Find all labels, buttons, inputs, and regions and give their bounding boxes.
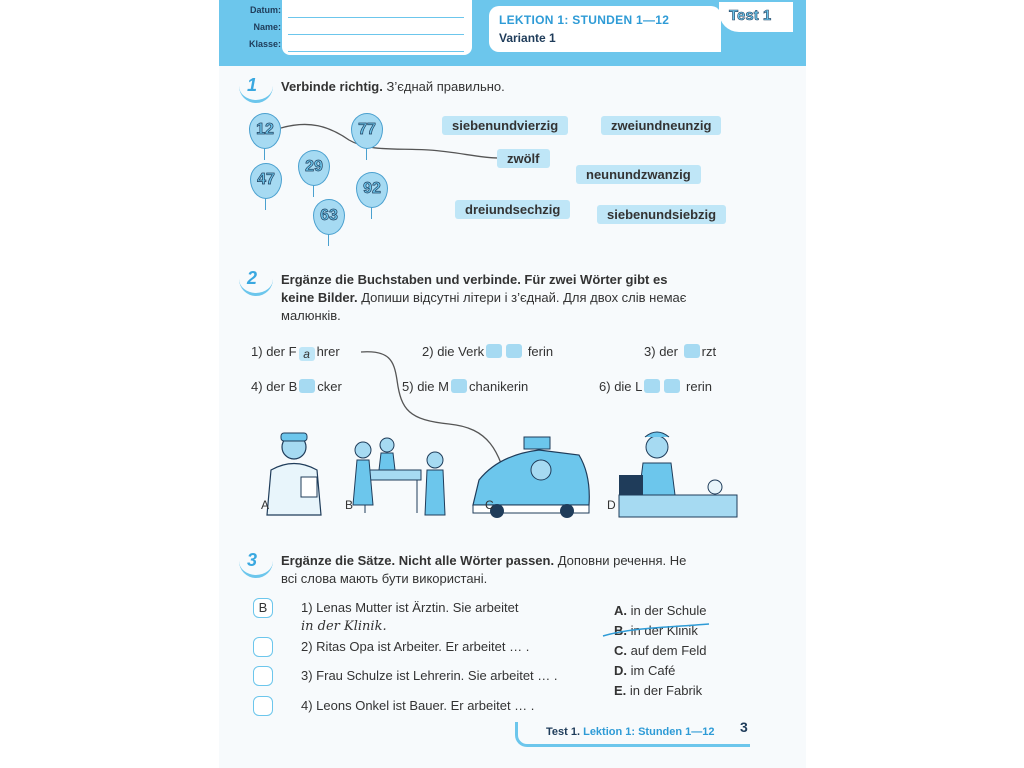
option-c[interactable]: C. auf dem Feld [614,643,707,658]
option-b[interactable]: B. in der Klinik [614,623,698,638]
answer-box-3[interactable] [253,666,273,686]
word-zwoelf[interactable]: zwölf [497,149,550,168]
task3-number: 3 [247,550,258,570]
task3-instruction-uk: Доповни речення. Не всі слова мають бути використані. [281,553,687,586]
word-item-5[interactable]: 5) die M chanikerin [402,379,529,394]
balloon-77[interactable]: 77 [351,113,383,149]
balloon-92[interactable]: 92 [356,172,388,208]
balloon-12[interactable]: 12 [249,113,281,149]
answer-box-1[interactable]: B [253,598,273,618]
balloon-string [313,185,314,197]
task2-instruction-de: Ergänze die Buchstaben und verbinde. Für zwei Wörter gibt es keine Bilder. [281,272,668,305]
task2-instruction-uk: Допиши відсутні літери і з’єднай. Для двох слів немає малюнків. [281,290,687,323]
klasse-line[interactable] [288,51,464,52]
balloon-47[interactable]: 47 [250,163,282,199]
student-fields-labels [239,2,281,53]
student-fields-box [282,0,472,55]
task1-instruction [281,78,505,96]
task3-instruction [281,552,701,588]
footer-lesson: Lektion 1: Stunden 1—12 [583,726,715,738]
datum-label: Datum: [250,5,281,15]
option-a[interactable]: A. in der Schule [614,603,707,618]
word-neunundzwanzig[interactable]: neunundzwanzig [576,165,701,184]
balloon-29[interactable]: 29 [298,150,330,186]
balloon-string [265,198,266,210]
task2-instruction [281,271,701,325]
option-b-strike-line [599,620,719,642]
name-line[interactable] [288,34,464,35]
lesson-box [489,6,721,52]
word-siebenundsiebzig[interactable]: siebenundsiebzig [597,205,726,224]
sentence-4: 4) Leons Onkel ist Bauer. Er arbeitet … . [301,698,535,713]
word-item-3[interactable]: 3) der rzt [644,344,717,359]
page-footer [515,722,750,747]
task1-instruction-uk: З’єднай правильно. [386,79,505,94]
option-d[interactable]: D. im Café [614,663,676,678]
sentence-1-handwritten-answer: in der Klinik. [301,619,387,634]
word-siebenundvierzig[interactable]: siebenundvierzig [442,116,568,135]
picture-label-b: B [345,498,354,512]
picture-school[interactable] [347,425,455,520]
sentence-1: 1) Lenas Mutter ist Ärztin. Sie arbeitet [301,600,519,615]
footer-test: Test 1. [546,726,581,738]
page-header [219,0,806,66]
word-item-4[interactable]: 4) der B cker [251,379,342,394]
task3-instruction-de: Ergänze die Sätze. Nicht alle Wörter passen. [281,553,555,568]
balloon-63[interactable]: 63 [313,199,345,235]
worksheet-page [219,0,806,768]
variant-label: Variante 1 [499,31,556,45]
task1-number: 1 [247,75,258,95]
task3-number-arc [239,555,273,578]
footer-text [546,726,715,738]
option-e[interactable]: E. in der Fabrik [614,683,703,698]
klasse-label: Klasse: [248,39,281,49]
task1-instruction-de: Verbinde richtig. [281,79,383,94]
task2-number-arc [239,273,273,296]
lesson-title: LEKTION 1: STUNDEN 1—12 [499,13,670,27]
word-item-2[interactable]: 2) die Verk ferin [422,344,554,359]
balloon-string [264,148,265,160]
picture-label-d: D [607,498,616,512]
balloon-string [366,148,367,160]
balloon-string [371,207,372,219]
picture-shop-assistant[interactable] [609,425,739,520]
word-item-6[interactable]: 6) die L rerin [599,379,713,394]
word-item-1[interactable]: 1) der F a hrer [251,344,340,361]
answer-box-2[interactable] [253,637,273,657]
answer-box-4[interactable] [253,696,273,716]
sentence-2: 2) Ritas Opa ist Arbeiter. Er arbeitet … . [301,639,530,654]
page-number: 3 [740,719,748,735]
test-badge-label: Test 1 [729,7,772,24]
name-label: Name: [253,22,281,32]
test-badge [719,2,793,32]
balloon-string [328,234,329,246]
picture-label-c: C [485,498,494,512]
word-zweiundneunzig[interactable]: zweiundneunzig [601,116,721,135]
task2-number: 2 [247,268,258,288]
word-dreiundsechzig[interactable]: dreiundsechzig [455,200,570,219]
sentence-3: 3) Frau Schulze ist Lehrerin. Sie arbeitet … . [301,668,558,683]
picture-label-a: A [261,498,270,512]
letter-gap[interactable]: a [299,347,315,361]
datum-line[interactable] [288,17,464,18]
